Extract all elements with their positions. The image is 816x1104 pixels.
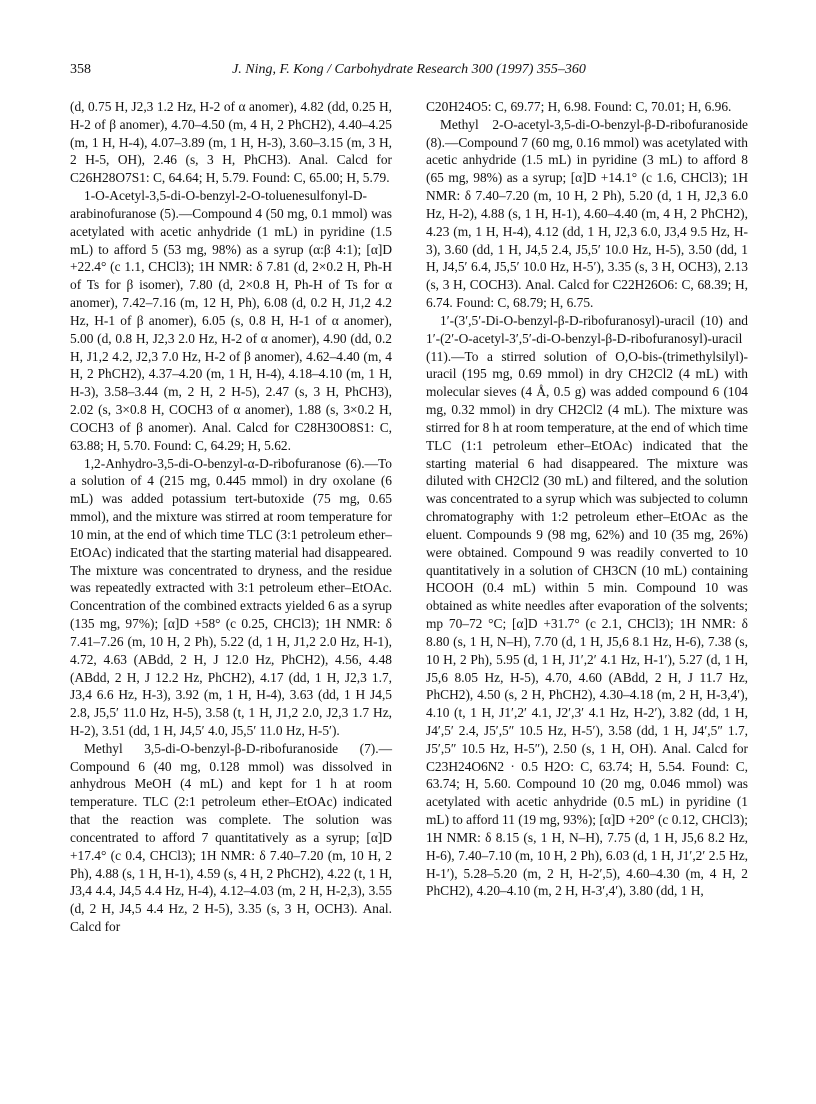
- paragraph: 1′-(3′,5′-Di-O-benzyl-β-D-ribofuranosyl)-uracil (10) and 1′-(2′-O-acetyl-3′,5′-di-O-benzyl-β-D-ribofuranosyl)-uracil (11).—To a stirred solution of O,O-bis-(trimethylsilyl)-uracil (195 mg, 0.69 mmol) in dry CH2Cl2 (4 mL) with molecular sieves (4 Å, 0.5 g) was added compound 6 (104 mg, 0.32 mmol) in dry CH2Cl2 (4 mL). The mixture was stirred for 8 h at room temperature, at the end of which time TLC (1:1 petroleum ether–EtOAc) indicated that the starting material 6 had disappeared. The mixture was diluted with CH2Cl2 (30 mL) and filtered, and the solution was concentrated to a syrup which was subjected to column chromatography with 1:2 petroleum ether–EtOAc as the eluent. Compounds 9 (98 mg, 62%) and 10 (35 mg, 26%) were obtained. Compound 9 was readily converted to 10 quantitatively in a solution of CH3CN (10 mL) containing HCOOH (0.4 mL) within 5 min. Compound 10 was obtained as white needles after evaporation of the solvents; mp 70–72 °C; [α]D +31.7° (c 2.1, CHCl3); 1H NMR: δ 8.80 (s, 1 H, N–H), 7.70 (d, 1 H, J5,6 8.1 Hz, H-6), 7.38 (s, 10 H, 2 Ph), 5.95 (d, 1 H, J1′,2′ 4.1 Hz, H-1′), 5.27 (d, 1 H, J5,6 8.05 Hz, H-5), 4.70, 4.60 (ABdd, 2 H, J 11.7 Hz, PhCH2), 4.50 (s, 2 H, PhCH2), 4.30–4.18 (m, 2 H, H-3,4′), 4.10 (t, 1 H, J1′,2′ 4.1, J2′,3′ 4.1 Hz, H-2′), 3.82 (dd, 1 H, J4′,5′ 2.4, J5′,5″ 10.5 Hz, H-5′), 3.58 (dd, 1 H, J4′,5″ 1.7, J5′,5″ 10.5 Hz, H-5″), 2.50 (s, 1 H, OH). Anal. Calcd for C23H24O6N2 · 0.5 H2O: C, 63.74; H, 5.54. Found: C, 63.74; H, 5.60. Compound 10 (20 mg, 0.046 mmol) was acetylated with acetic anhydride (0.5 mL) in pyridine (1 mL) to afford 11 (19 mg, 93%); [α]D +20° (c 0.12, CHCl3); 1H NMR: δ 8.15 (s, 1 H, N–H), 7.75 (d, 1 H, J5,6 8.2 Hz, H-6), 7.40–7.10 (m, 10 H, 2 Ph), 6.03 (d, 1 H, J1′,2′ 2.5 Hz, H-1′), 5.28–5.20 (m, 2 H, H-2′,5), 4.60–4.30 (m, 4 H, 2 PhCH2), 4.20–4.10 (m, 2 H, H-3′,4′), 3.80 (dd, 1 H,: [426, 312, 748, 899]
- right-column: [426, 98, 748, 900]
- paragraph: C20H24O5: C, 69.77; H, 6.98. Found: C, 70.01; H, 6.96.: [426, 99, 732, 114]
- page-header: [70, 62, 748, 82]
- paragraph: 1-O-Acetyl-3,5-di-O-benzyl-2-O-toluenesulfonyl-D-arabinofuranose (5).—Compound 4 (50 mg, 0.1 mmol) was acetylated with acetic anhydride (1 mL) in pyridine (1.5 mL) to afford 5 (53 mg, 98%) as a syrup (α:β 4:1); [α]D +22.4° (c 1.1, CHCl3); 1H NMR: δ 7.81 (d, 2×0.2 H, Ph-H of Ts for β isomer), 7.80 (d, 2×0.8 H, Ph-H of Ts for α anomer), 7.42–7.16 (m, 12 H, Ph), 6.08 (d, 0.2 H, J1,2 4.2 Hz, H-1 of β anomer), 6.05 (s, 0.8 H, H-1 of α anomer), 5.00 (d, 0.8 H, J2,3 2.0 Hz, H-2 of α anomer), 4.90 (dd, 0.2 H, J1,2 4.2, J2,3 7.0 Hz, H-2 of β anomer), 4.62–4.40 (m, 4 H, 2 PhCH2), 4.37–4.20 (m, 1 H, H-4), 4.18–4.10 (m, 1 H, H-3), 3.58–3.44 (m, 2 H, 2 H-5), 2.47 (s, 3 H, PhCH3), 2.02 (s, 3×0.8 H, COCH3 of α anomer), 1.88 (s, 3×0.2 H, COCH3 of β anomer). Anal. Calcd for C28H30O8S1: C, 63.88; H, 5.70. Found: C, 64.29; H, 5.62.: [70, 188, 392, 453]
- left-column: [70, 98, 392, 936]
- paragraph: (d, 0.75 H, J2,3 1.2 Hz, H-2 of α anomer), 4.82 (dd, 0.25 H, H-2 of β anomer), 4.70–4.50 (m, 4 H, 2 PhCH2), 4.40–4.25 (m, 1 H, H-4), 4.07–3.89 (m, 1 H, H-3), 3.60–3.15 (m, 3 H, 2 H-5, OH), 2.46 (s, 3 H, PhCH3). Anal. Calcd for C26H28O7S1: C, 64.64; H, 5.79. Found: C, 65.00; H, 5.79.: [70, 99, 392, 186]
- paragraph: Methyl 3,5-di-O-benzyl-β-D-ribofuranoside (7).—Compound 6 (40 mg, 0.128 mmol) was dissolved in anhydrous MeOH (4 mL) and kept for 1 h at room temperature. TLC (2:1 petroleum ether–EtOAc) indicated that the reaction was complete. The solution was concentrated to afford 7 quantitatively as a syrup; [α]D +17.4° (c 0.4, CHCl3); 1H NMR: δ 7.40–7.20 (m, 10 H, 2 Ph), 4.88 (s, 1 H, H-1), 4.59 (s, 4 H, 2 PhCH2), 4.22 (t, 1 H, J3,4 4.4, J4,5 4.4 Hz, H-4), 4.12–4.03 (m, 2 H, H-2,3), 3.55 (d, 2 H, J4,5 4.4 Hz, 2 H-5), 3.35 (s, 3 H, OCH3). Anal. Calcd for: [70, 740, 392, 935]
- running-title: J. Ning, F. Kong / Carbohydrate Research 300 (1997) 355–360: [232, 62, 586, 77]
- paragraph: 1,2-Anhydro-3,5-di-O-benzyl-α-D-ribofuranose (6).—To a solution of 4 (215 mg, 0.445 mmol) in dry oxolane (6 mL) was added potassium tert-butoxide (75 mg, 0.65 mmol), and the mixture was stirred at room temperature for 10 min, at the end of which time TLC (3:1 petroleum ether–EtOAc) indicated that the starting material had disappeared. The mixture was concentrated to dryness, and the residue was repeatedly extracted with 3:1 petroleum ether–EtOAc. Concentration of the combined extracts yielded 6 as a syrup (135 mg, 97%); [α]D +58° (c 0.25, CHCl3); 1H NMR: δ 7.41–7.26 (m, 10 H, 2 Ph), 5.22 (d, 1 H, J1,2 2.0 Hz, H-1), 4.72, 4.63 (ABdd, 2 H, J 12.0 Hz, PhCH2), 4.56, 4.48 (ABdd, 2 H, J 12.2 Hz, PhCH2), 4.17 (dd, 1 H, J2,3 1.7, J3,4 6.6 Hz, H-3), 3.92 (m, 1 H, H-4), 3.63 (dd, 1 H J4,5 2.8, J5,5′ 11.0 Hz, H-5), 3.58 (t, 1 H, J1,2 2.0, J2,3 1.7 Hz, H-2), 3.51 (dd, 1 H, J4,5′ 4.0, J5,5′ 11.0 Hz, H-5′).: [70, 455, 392, 738]
- paragraph: Methyl 2-O-acetyl-3,5-di-O-benzyl-β-D-ribofuranoside (8).—Compound 7 (60 mg, 0.16 mmol) was acetylated with acetic anhydride (1.5 mL) in pyridine (3 mL) to afford 8 (65 mg, 98%) as a syrup; [α]D +14.1° (c 1.6, CHCl3); 1H NMR: δ 7.40–7.20 (m, 10 H, 2 Ph), 5.20 (d, 1 H, J2,3 6.0 Hz, H-2), 4.88 (s, 1 H, H-1), 4.60–4.40 (m, 4 H, 2 PhCH2), 4.23 (m, 1 H, H-4), 4.12 (dd, 1 H, J2,3 6.0, J3,4 9.5 Hz, H-3), 3.60 (dd, 1 H, J4,5 2.4, J5,5′ 10.0 Hz, H-5), 3.50 (dd, 1 H, J4,5′ 6.4, J5,5′ 10.0 Hz, H-5′), 3.35 (s, 3 H, OCH3), 2.13 (s, 3 H, COCH3). Anal. Calcd for C22H26O6: C, 68.39; H, 6.74. Found: C, 68.79; H, 6.75.: [426, 116, 748, 311]
- page-number: 358: [70, 62, 91, 77]
